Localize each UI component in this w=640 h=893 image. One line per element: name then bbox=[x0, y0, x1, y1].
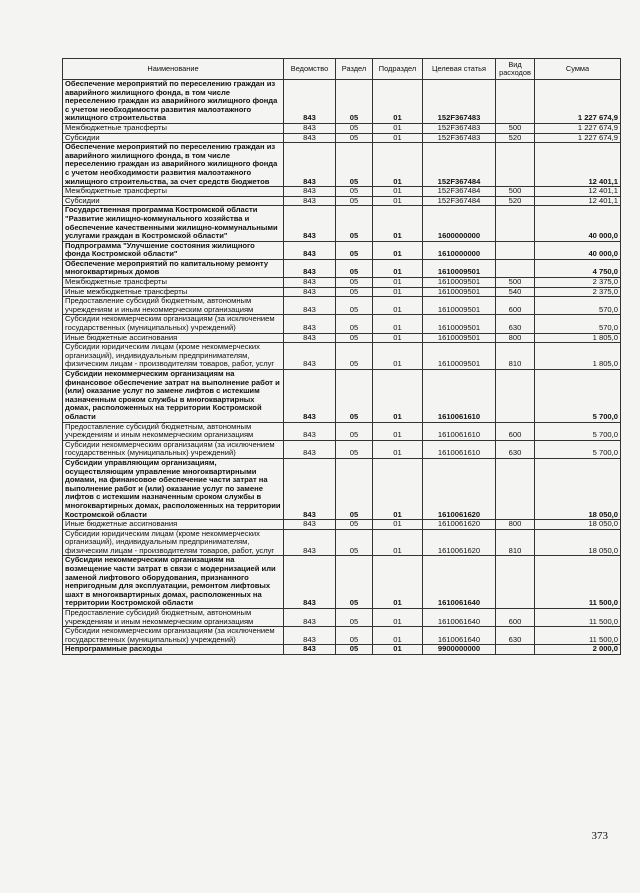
row-sum: 2 375,0 bbox=[535, 287, 621, 297]
row-subsection: 01 bbox=[373, 609, 423, 627]
table-row bbox=[63, 609, 621, 627]
row-subsection: 01 bbox=[373, 287, 423, 297]
row-target: 9900000000 bbox=[423, 645, 496, 655]
row-dept: 843 bbox=[284, 458, 336, 519]
row-subsection: 01 bbox=[373, 627, 423, 645]
row-subsection: 01 bbox=[373, 133, 423, 143]
row-dept: 843 bbox=[284, 259, 336, 277]
row-subsection: 01 bbox=[373, 297, 423, 315]
row-exp-type: 520 bbox=[496, 133, 535, 143]
row-section: 05 bbox=[336, 422, 373, 440]
row-exp-type: 600 bbox=[496, 609, 535, 627]
row-sum: 11 500,0 bbox=[535, 627, 621, 645]
row-target: 1610061620 bbox=[423, 529, 496, 556]
row-dept: 843 bbox=[284, 241, 336, 259]
header-subsection: Подраздел bbox=[373, 59, 423, 80]
row-section: 05 bbox=[336, 645, 373, 655]
row-target: 1600000000 bbox=[423, 206, 496, 241]
row-target: 152F367483 bbox=[423, 80, 496, 124]
row-target: 1610009501 bbox=[423, 297, 496, 315]
row-name: Субсидии некоммерческим организациям (за исключением государственных (муниципальных) учреждений) bbox=[63, 315, 284, 333]
row-exp-type bbox=[496, 206, 535, 241]
row-sum: 1 805,0 bbox=[535, 343, 621, 370]
row-exp-type: 500 bbox=[496, 123, 535, 133]
row-exp-type: 630 bbox=[496, 627, 535, 645]
row-name: Предоставление субсидий бюджетным, автономным учреждениям и иным некоммерческим организациям bbox=[63, 297, 284, 315]
row-name: Межбюджетные трансферты bbox=[63, 123, 284, 133]
row-exp-type bbox=[496, 556, 535, 609]
row-exp-type bbox=[496, 143, 535, 187]
row-exp-type: 540 bbox=[496, 287, 535, 297]
table-row bbox=[63, 123, 621, 133]
row-section: 05 bbox=[336, 196, 373, 206]
row-section: 05 bbox=[336, 440, 373, 458]
row-section: 05 bbox=[336, 333, 373, 343]
row-dept: 843 bbox=[284, 133, 336, 143]
row-dept: 843 bbox=[284, 187, 336, 197]
row-subsection: 01 bbox=[373, 123, 423, 133]
row-exp-type: 600 bbox=[496, 297, 535, 315]
row-sum: 40 000,0 bbox=[535, 206, 621, 241]
row-name: Субсидии юридическим лицам (кроме некоммерческих организаций), индивидуальным предпринимателям, физическим лицам - производителям товаров, работ, услуг bbox=[63, 343, 284, 370]
row-name: Субсидии некоммерческим организациям на финансовое обеспечение затрат на выполнение работ и (или) оказание услуг по замене лифтов с истекшим назначенным сроком службы в многоквартирных домах, расположенных на территории Костромской области bbox=[63, 370, 284, 423]
table-row bbox=[63, 187, 621, 197]
row-dept: 843 bbox=[284, 143, 336, 187]
row-name: Субсидии некоммерческим организациям (за исключением государственных (муниципальных) учреждений) bbox=[63, 440, 284, 458]
row-sum: 4 750,0 bbox=[535, 259, 621, 277]
row-target: 1610009501 bbox=[423, 343, 496, 370]
row-name: Государственная программа Костромской области "Развитие жилищно-коммунального хозяйства и обеспечение качественными жилищно-коммунальными услугами граждан в Костромской области" bbox=[63, 206, 284, 241]
row-name: Субсидии bbox=[63, 133, 284, 143]
row-dept: 843 bbox=[284, 196, 336, 206]
row-subsection: 01 bbox=[373, 520, 423, 530]
header-section: Раздел bbox=[336, 59, 373, 80]
table-body bbox=[63, 80, 621, 655]
row-target: 152F367484 bbox=[423, 143, 496, 187]
row-section: 05 bbox=[336, 370, 373, 423]
row-subsection: 01 bbox=[373, 187, 423, 197]
row-exp-type: 520 bbox=[496, 196, 535, 206]
row-exp-type: 630 bbox=[496, 315, 535, 333]
table-row bbox=[63, 440, 621, 458]
row-sum: 18 050,0 bbox=[535, 458, 621, 519]
header-sum: Сумма bbox=[535, 59, 621, 80]
row-exp-type: 800 bbox=[496, 333, 535, 343]
row-target: 152F367484 bbox=[423, 196, 496, 206]
row-subsection: 01 bbox=[373, 315, 423, 333]
row-subsection: 01 bbox=[373, 422, 423, 440]
row-dept: 843 bbox=[284, 609, 336, 627]
row-target: 152F367483 bbox=[423, 133, 496, 143]
table-row bbox=[63, 297, 621, 315]
row-subsection: 01 bbox=[373, 645, 423, 655]
row-dept: 843 bbox=[284, 556, 336, 609]
row-section: 05 bbox=[336, 458, 373, 519]
row-sum: 570,0 bbox=[535, 297, 621, 315]
row-exp-type: 500 bbox=[496, 278, 535, 288]
row-sum: 5 700,0 bbox=[535, 422, 621, 440]
row-dept: 843 bbox=[284, 440, 336, 458]
row-section: 05 bbox=[336, 609, 373, 627]
row-dept: 843 bbox=[284, 627, 336, 645]
row-target: 1610009501 bbox=[423, 287, 496, 297]
row-target: 1610061640 bbox=[423, 556, 496, 609]
row-exp-type: 810 bbox=[496, 529, 535, 556]
row-sum: 1 805,0 bbox=[535, 333, 621, 343]
table-header-row bbox=[63, 59, 621, 80]
row-sum: 18 050,0 bbox=[535, 520, 621, 530]
row-target: 1610061620 bbox=[423, 458, 496, 519]
row-name: Субсидии управляющим организациям, осуществляющим управление многоквартирными домами, на финансовое обеспечение части затрат на выполнение работ и (или) оказание услуг по замене лифтов с истекшим назначенным сроком службы в многоквартирных домах, расположенных на территории Костромской области bbox=[63, 458, 284, 519]
row-sum: 12 401,1 bbox=[535, 143, 621, 187]
row-dept: 843 bbox=[284, 333, 336, 343]
row-sum: 11 500,0 bbox=[535, 609, 621, 627]
row-section: 05 bbox=[336, 529, 373, 556]
row-name: Иные межбюджетные трансферты bbox=[63, 287, 284, 297]
row-subsection: 01 bbox=[373, 80, 423, 124]
table-row bbox=[63, 627, 621, 645]
row-sum: 5 700,0 bbox=[535, 370, 621, 423]
row-target: 152F367483 bbox=[423, 123, 496, 133]
row-exp-type bbox=[496, 458, 535, 519]
row-section: 05 bbox=[336, 556, 373, 609]
row-name: Межбюджетные трансферты bbox=[63, 187, 284, 197]
row-dept: 843 bbox=[284, 520, 336, 530]
row-dept: 843 bbox=[284, 343, 336, 370]
budget-table bbox=[62, 58, 621, 655]
row-name: Непрограммные расходы bbox=[63, 645, 284, 655]
row-subsection: 01 bbox=[373, 143, 423, 187]
table-row bbox=[63, 422, 621, 440]
row-sum: 12 401,1 bbox=[535, 187, 621, 197]
row-name: Иные бюджетные ассигнования bbox=[63, 520, 284, 530]
row-target: 1610061610 bbox=[423, 370, 496, 423]
row-dept: 843 bbox=[284, 315, 336, 333]
row-section: 05 bbox=[336, 187, 373, 197]
row-name: Обеспечение мероприятий по капитальному ремонту многоквартирных домов bbox=[63, 259, 284, 277]
row-sum: 5 700,0 bbox=[535, 440, 621, 458]
row-subsection: 01 bbox=[373, 206, 423, 241]
row-target: 152F367484 bbox=[423, 187, 496, 197]
row-sum: 1 227 674,9 bbox=[535, 123, 621, 133]
page-number: 373 bbox=[591, 830, 608, 842]
row-section: 05 bbox=[336, 287, 373, 297]
row-section: 05 bbox=[336, 206, 373, 241]
row-section: 05 bbox=[336, 627, 373, 645]
row-exp-type bbox=[496, 259, 535, 277]
row-subsection: 01 bbox=[373, 370, 423, 423]
row-dept: 843 bbox=[284, 80, 336, 124]
table-row bbox=[63, 143, 621, 187]
table-row bbox=[63, 529, 621, 556]
row-name: Межбюджетные трансферты bbox=[63, 278, 284, 288]
table-row bbox=[63, 370, 621, 423]
row-dept: 843 bbox=[284, 206, 336, 241]
table-row bbox=[63, 80, 621, 124]
row-dept: 843 bbox=[284, 370, 336, 423]
row-dept: 843 bbox=[284, 297, 336, 315]
row-sum: 18 050,0 bbox=[535, 529, 621, 556]
row-name: Обеспечение мероприятий по переселению граждан из аварийного жилищного фонда, в том числе переселению граждан из аварийного жилищного фонда с учетом необходимости развития малоэтажного жилищного строительства, за счет средств бюджетов bbox=[63, 143, 284, 187]
row-section: 05 bbox=[336, 343, 373, 370]
row-name: Субсидии bbox=[63, 196, 284, 206]
row-section: 05 bbox=[336, 278, 373, 288]
row-section: 05 bbox=[336, 143, 373, 187]
table-row bbox=[63, 315, 621, 333]
table-row bbox=[63, 343, 621, 370]
row-sum: 570,0 bbox=[535, 315, 621, 333]
row-target: 1610061640 bbox=[423, 627, 496, 645]
row-sum: 11 500,0 bbox=[535, 556, 621, 609]
row-name: Обеспечение мероприятий по переселению граждан из аварийного жилищного фонда, в том числе переселению граждан из аварийного жилищного фонда с учетом необходимости развития малоэтажного жилищного строительства bbox=[63, 80, 284, 124]
row-section: 05 bbox=[336, 241, 373, 259]
row-subsection: 01 bbox=[373, 458, 423, 519]
row-target: 1610009501 bbox=[423, 333, 496, 343]
row-name: Подпрограмма "Улучшение состояния жилищного фонда Костромской области" bbox=[63, 241, 284, 259]
row-target: 1610000000 bbox=[423, 241, 496, 259]
row-subsection: 01 bbox=[373, 278, 423, 288]
header-name: Наименование bbox=[63, 59, 284, 80]
header-dept: Ведомство bbox=[284, 59, 336, 80]
row-name: Предоставление субсидий бюджетным, автономным учреждениям и иным некоммерческим организациям bbox=[63, 609, 284, 627]
row-exp-type: 500 bbox=[496, 187, 535, 197]
row-dept: 843 bbox=[284, 123, 336, 133]
row-target: 1610009501 bbox=[423, 278, 496, 288]
row-section: 05 bbox=[336, 520, 373, 530]
row-exp-type: 800 bbox=[496, 520, 535, 530]
row-target: 1610061610 bbox=[423, 440, 496, 458]
row-exp-type bbox=[496, 370, 535, 423]
row-subsection: 01 bbox=[373, 196, 423, 206]
row-dept: 843 bbox=[284, 422, 336, 440]
table-row bbox=[63, 556, 621, 609]
row-sum: 12 401,1 bbox=[535, 196, 621, 206]
row-subsection: 01 bbox=[373, 529, 423, 556]
row-exp-type bbox=[496, 80, 535, 124]
row-target: 1610061610 bbox=[423, 422, 496, 440]
row-dept: 843 bbox=[284, 645, 336, 655]
row-name: Предоставление субсидий бюджетным, автономным учреждениям и иным некоммерческим организациям bbox=[63, 422, 284, 440]
table-row bbox=[63, 278, 621, 288]
row-target: 1610061620 bbox=[423, 520, 496, 530]
row-name: Иные бюджетные ассигнования bbox=[63, 333, 284, 343]
row-target: 1610009501 bbox=[423, 259, 496, 277]
row-dept: 843 bbox=[284, 287, 336, 297]
row-subsection: 01 bbox=[373, 440, 423, 458]
row-name: Субсидии некоммерческим организациям (за исключением государственных (муниципальных) учреждений) bbox=[63, 627, 284, 645]
header-target: Целевая статья bbox=[423, 59, 496, 80]
row-sum: 2 375,0 bbox=[535, 278, 621, 288]
row-exp-type: 600 bbox=[496, 422, 535, 440]
row-exp-type bbox=[496, 645, 535, 655]
row-dept: 843 bbox=[284, 529, 336, 556]
table-row bbox=[63, 259, 621, 277]
row-section: 05 bbox=[336, 133, 373, 143]
header-exp-type: Вид расходов bbox=[496, 59, 535, 80]
row-section: 05 bbox=[336, 80, 373, 124]
row-target: 1610009501 bbox=[423, 315, 496, 333]
row-section: 05 bbox=[336, 123, 373, 133]
row-name: Субсидии некоммерческим организациям на возмещение части затрат в связи с модернизацией или заменой лифтового оборудования, признанного непригодным для эксплуатации, ремонтом лифтовых шахт в многоквартирных домах, расположенных на территории Костромской области bbox=[63, 556, 284, 609]
row-sum: 1 227 674,9 bbox=[535, 80, 621, 124]
row-subsection: 01 bbox=[373, 259, 423, 277]
row-sum: 2 000,0 bbox=[535, 645, 621, 655]
table-row bbox=[63, 206, 621, 241]
table-row bbox=[63, 458, 621, 519]
row-subsection: 01 bbox=[373, 343, 423, 370]
row-exp-type: 810 bbox=[496, 343, 535, 370]
row-dept: 843 bbox=[284, 278, 336, 288]
row-subsection: 01 bbox=[373, 333, 423, 343]
row-sum: 40 000,0 bbox=[535, 241, 621, 259]
row-section: 05 bbox=[336, 259, 373, 277]
row-section: 05 bbox=[336, 297, 373, 315]
row-name: Субсидии юридическим лицам (кроме некоммерческих организаций), индивидуальным предпринимателям, физическим лицам - производителям товаров, работ, услуг bbox=[63, 529, 284, 556]
row-target: 1610061640 bbox=[423, 609, 496, 627]
table-row bbox=[63, 520, 621, 530]
row-exp-type bbox=[496, 241, 535, 259]
row-section: 05 bbox=[336, 315, 373, 333]
row-subsection: 01 bbox=[373, 556, 423, 609]
row-sum: 1 227 674,9 bbox=[535, 133, 621, 143]
row-subsection: 01 bbox=[373, 241, 423, 259]
table-row bbox=[63, 241, 621, 259]
row-exp-type: 630 bbox=[496, 440, 535, 458]
table-row bbox=[63, 645, 621, 655]
